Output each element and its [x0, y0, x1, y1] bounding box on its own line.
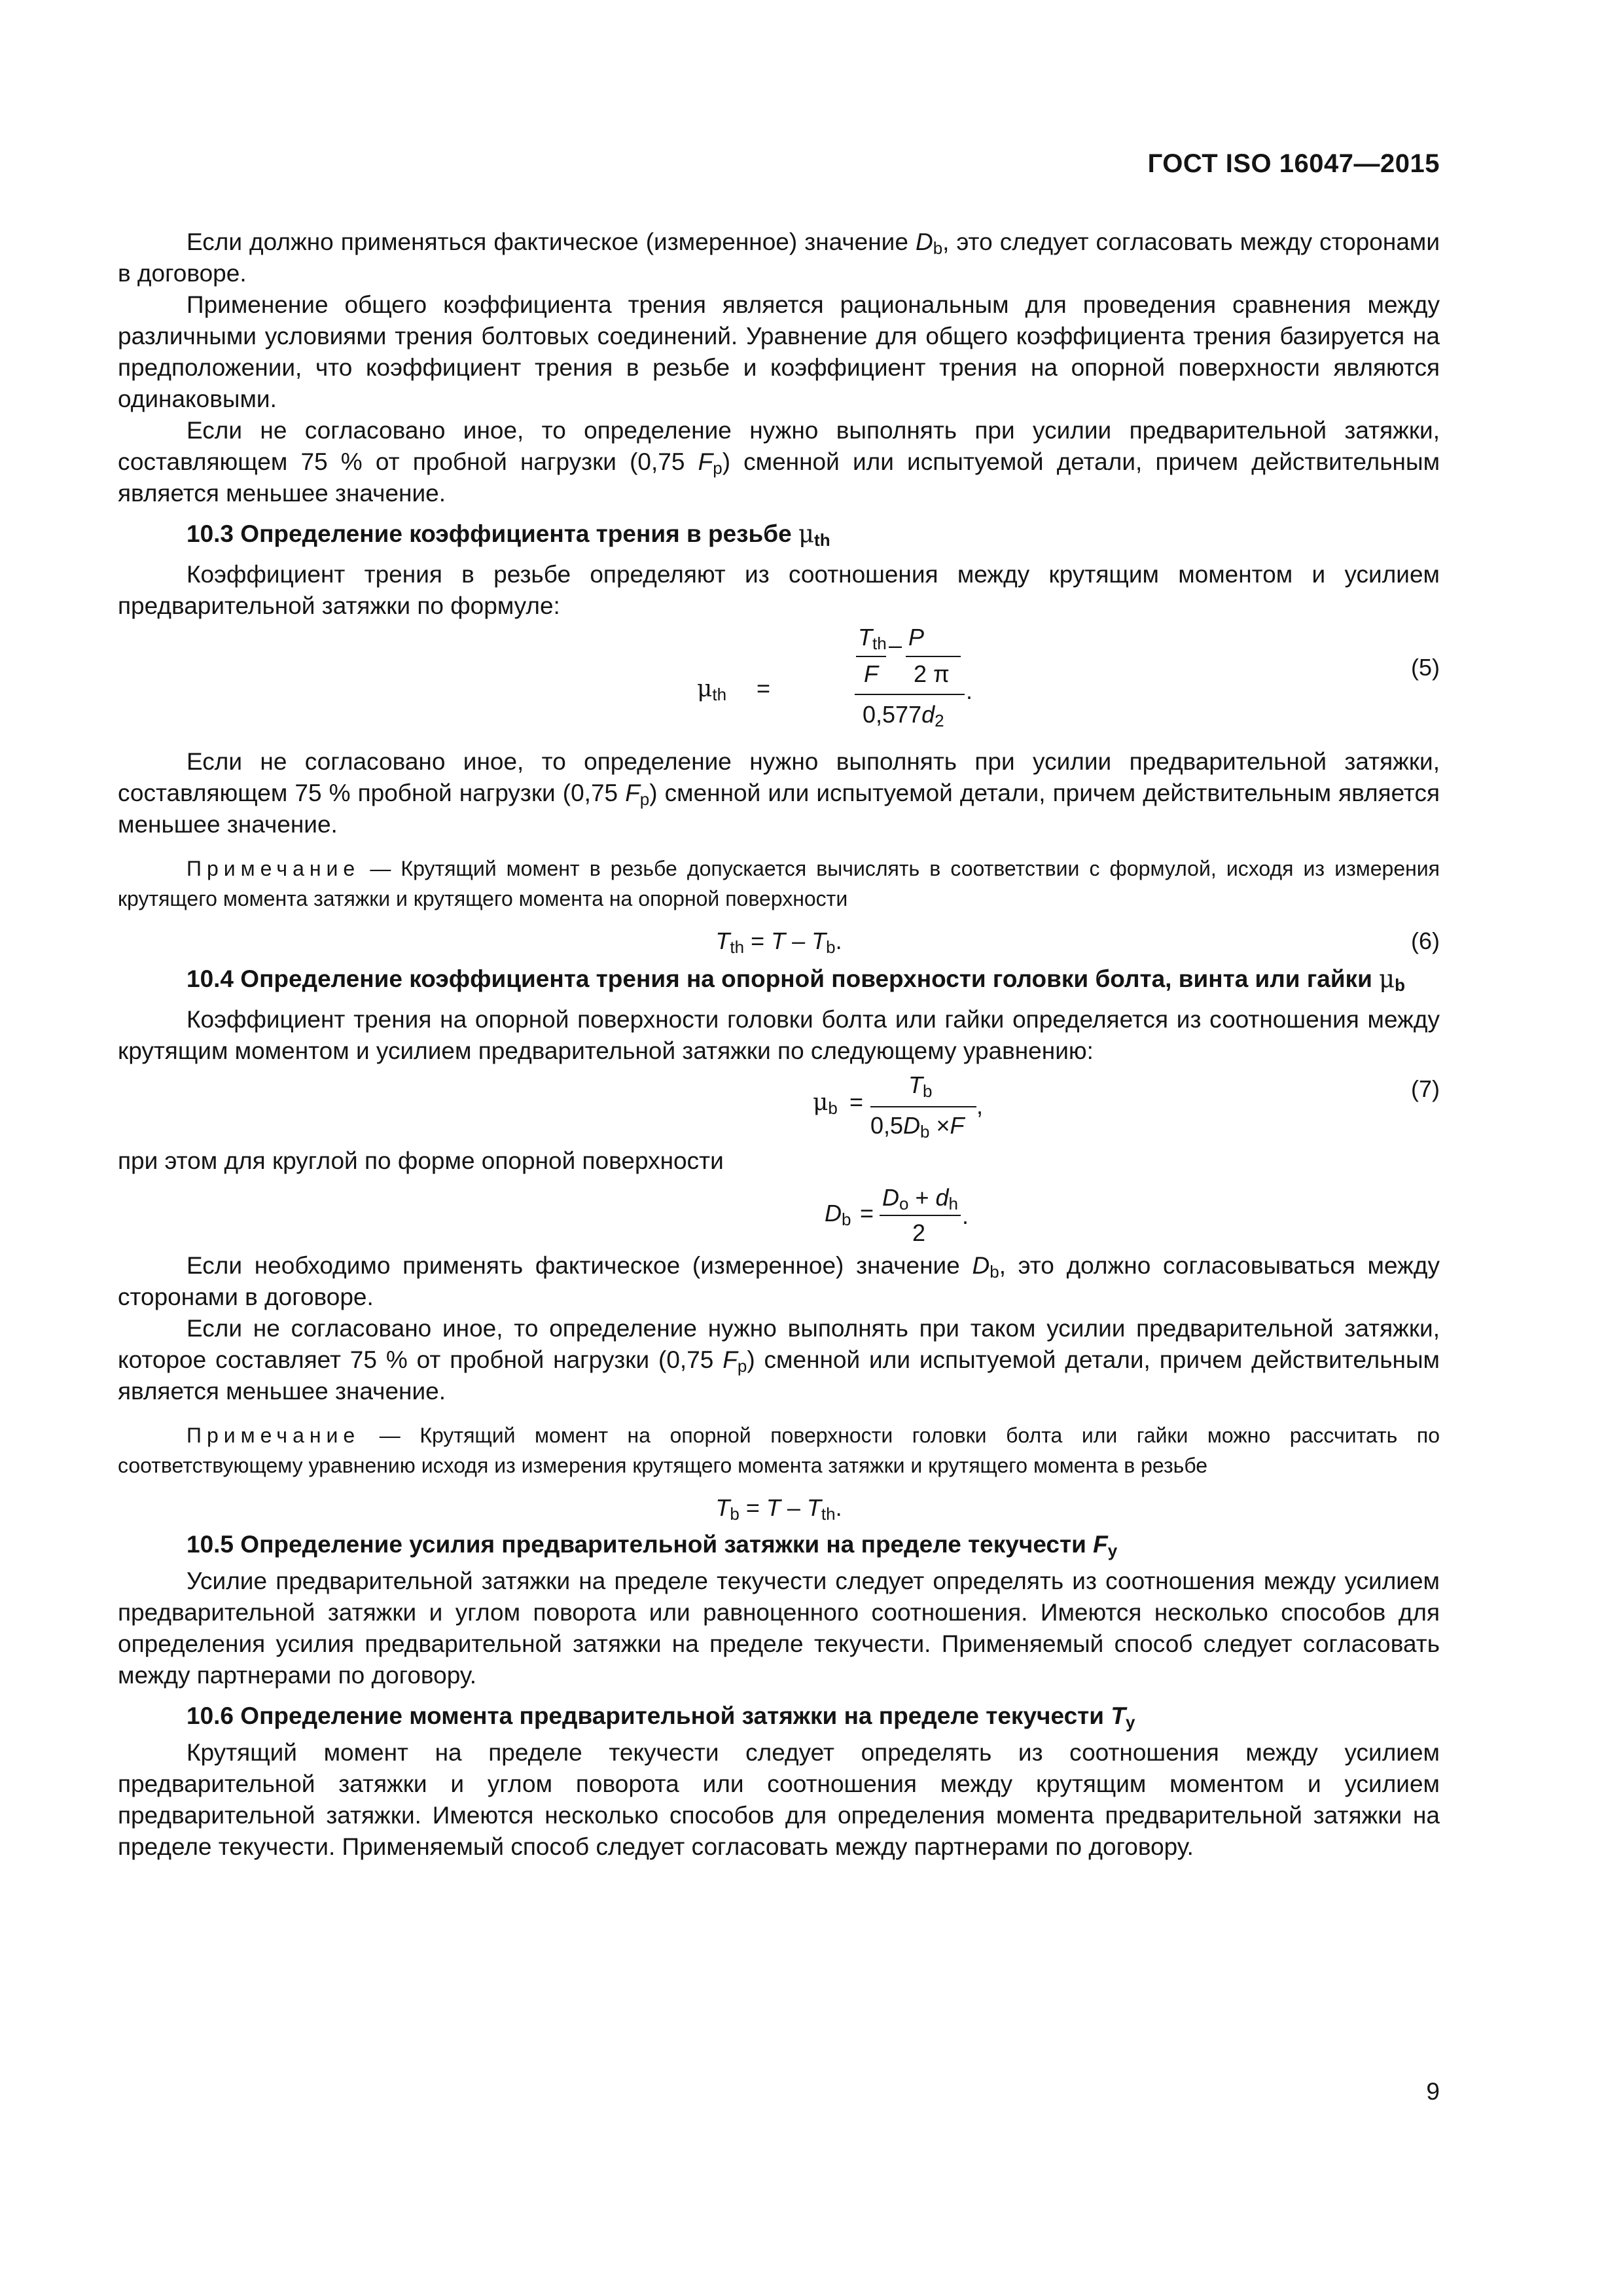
document-code: ГОСТ ISO 16047—2015: [1147, 149, 1440, 178]
formula-7: Tb μb = 0,5Db ×F , (7): [813, 1071, 1440, 1141]
paragraph: Крутящий момент на пределе текучести следует определять из соотношения между усилием предварительной затяжки и углом поворота или соотношения между крутящим моментом и усилием предварительной затяжки. Имеются несколько способов для определения момента предварительной затяжки на пределе текучести. Применяемый способ следует согласовать между партнерами по договору.: [118, 1739, 1440, 1860]
formula-tb: Tb = T – Tth.: [715, 1494, 842, 1524]
page-number: 9: [1426, 2078, 1440, 2105]
paragraph: Если необходимо применять фактическое (измеренное) значение $D_b$, это должно согласовываться между сторонами в договоре.: [118, 1252, 1440, 1310]
paragraph: Если не согласовано иное, то определение нужно выполнять при усилии предварительной затяжки, составляющем 75 % пробной нагрузки (0,75 $F_p$) сменной или испытуемой детали, причем действительным является меньшее значение.: [118, 748, 1440, 838]
formula-5: Tth – P F 2 π μth = . 0,577d2 (5): [697, 624, 1440, 730]
formula-6: Tth = T – Tb. (6): [118, 914, 1440, 963]
paragraph: Если не согласовано иное, то определение нужно выполнять при таком усилии предварительной затяжки, которое составляет 75 % от пробной нагрузки (0,75 $F_p$) сменной или испытуемой детали, причем действительным является меньшее значение.: [118, 1315, 1440, 1405]
note: Примечание — Крутящий момент на опорной поверхности головки болта или гайки можно рассчитать по соответствующему уравнению исходя из измерения крутящего момента затяжки и крутящего момента в резьбе: [118, 1424, 1440, 1477]
equation-number: (5): [1411, 654, 1440, 681]
section-heading-10-6: 10.6 Определение момента предварительной затяжки на пределе текучести $T_y$: [187, 1702, 1135, 1732]
page-content: [118, 226, 1440, 1863]
paragraph: Если не согласовано иное, то определение нужно выполнять при усилии предварительной затяжки, составляющем 75 % от пробной нагрузки (0,75 $F_p$) сменной или испытуемой детали, причем действительным является меньшее значение.: [118, 417, 1440, 507]
section-heading-10-4: 10.4 Определение коэффициента трения на опорной поверхности головки болта, винта или гайки $\mu_b$: [187, 965, 1406, 995]
paragraph: Коэффициент трения в резьбе определяют из соотношения между крутящим моментом и усилием предварительной затяжки по формуле:: [118, 561, 1440, 619]
paragraph: при этом для круглой по форме опорной поверхности: [118, 1147, 724, 1174]
paragraph: Если должно применяться фактическое (измеренное) значение $D_b$, это следует согласовать между сторонами в договоре.: [118, 228, 1440, 287]
paragraph: Усилие предварительной затяжки на пределе текучести следует определять из соотношения между усилием предварительной затяжки и углом поворота или равноценного соотношения. Имеются несколько способов для определения усилия предварительной затяжки на пределе текучести. Применяемый способ следует согласовать между партнерами по договору.: [118, 1568, 1440, 1689]
equation-number: (7): [1411, 1075, 1440, 1102]
section-heading-10-5: 10.5 Определение усилия предварительной затяжки на пределе текучести $F_y$: [187, 1531, 1118, 1560]
paragraph: Применение общего коэффициента трения является рациональным для проведения сравнения между различными условиями трения болтовых соединений. Уравнение для общего коэффициента трения базируется на предположении, что коэффициент трения в резьбе и коэффициент трения на опорной поверхности являются одинаковыми.: [118, 291, 1440, 412]
equation-number: (6): [1411, 927, 1440, 954]
note: Примечание — Крутящий момент в резьбе допускается вычислять в соответствии с формулой, исходя из измерения крутящего момента затяжки и крутящего момента на опорной поверхности: [118, 857, 1440, 910]
section-heading-10-3: 10.3 Определение коэффициента трения в резьбе $\mu_{th}$: [187, 520, 830, 550]
paragraph: Коэффициент трения на опорной поверхности головки болта или гайки определяется из соотношения между крутящим моментом и усилием предварительной затяжки по следующему уравнению:: [118, 1006, 1440, 1064]
formula-db: Do + dh Db = . 2: [825, 1184, 969, 1246]
